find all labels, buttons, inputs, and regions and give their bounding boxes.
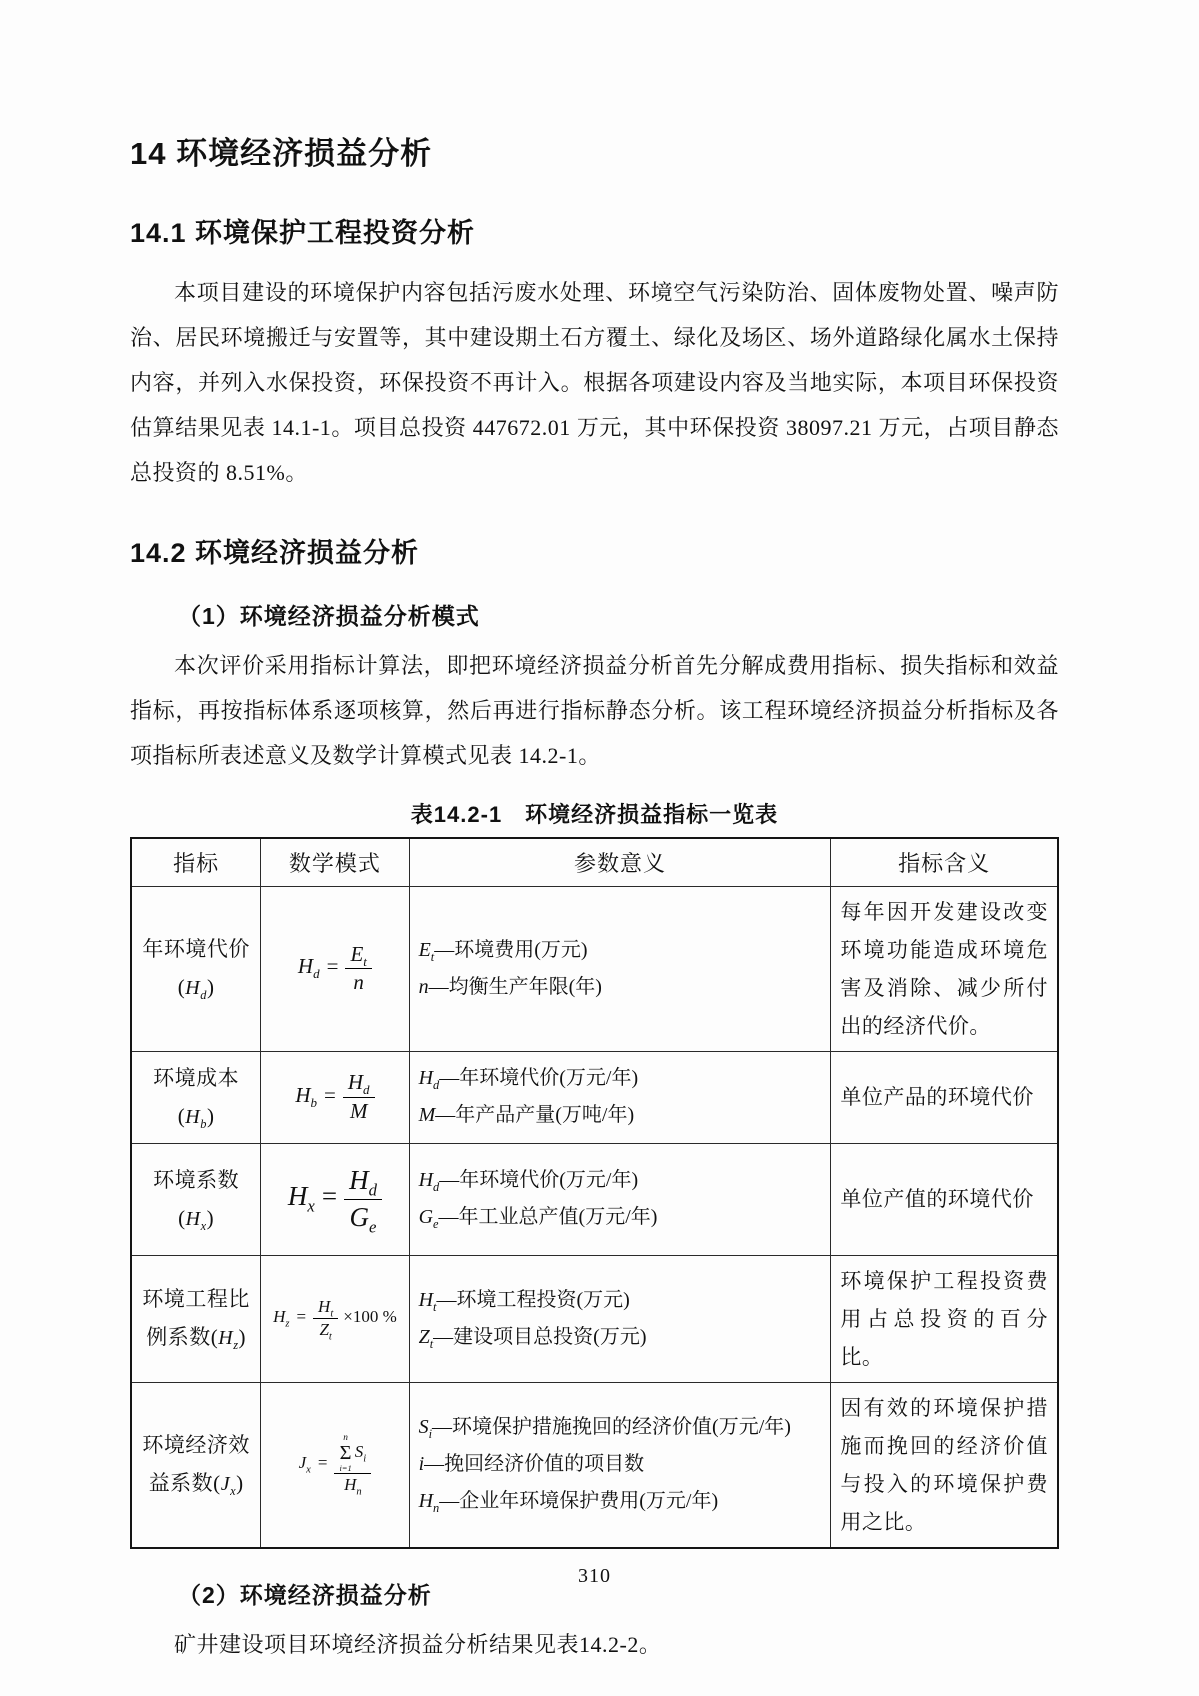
parameter-definition: $G_e—$年工业总产值(万元/年) xyxy=(418,1206,658,1231)
math-formula: $H_b$ = $\frac{H_d}{M}$ xyxy=(295,1069,374,1125)
table-row xyxy=(131,886,1058,1051)
math-formula: $J_x$ = n Σ i=1 $S_i$ $H_n$ xyxy=(299,1433,372,1496)
params-cell xyxy=(409,1382,831,1548)
math-variable: n xyxy=(418,975,429,998)
indicator-cell: 环境工程比例系数$(H_z)$ xyxy=(131,1255,261,1382)
subsection-1-title: （1）环境经济损益分析模式 xyxy=(178,603,480,629)
math-variable: $E_t$ xyxy=(350,941,367,969)
table-header-row xyxy=(131,838,1058,886)
formula-cell xyxy=(261,1143,409,1255)
math-variable: $S_i$ xyxy=(418,1416,433,1441)
formula-cell xyxy=(261,1051,409,1143)
subsection-2-paragraph: 矿井建设项目环境经济损益分析结果见表14.2-2。 xyxy=(174,1631,662,1657)
math-variable: M xyxy=(418,1104,436,1126)
parameter-definition: $H_n—$企业年环境保护费用(万元/年) xyxy=(418,1490,719,1515)
page-number: 310 xyxy=(578,1565,611,1587)
parameter-definition: $S_i—$环境保护措施挽回的经济价值(万元/年) xyxy=(418,1416,791,1441)
table-row xyxy=(131,1051,1058,1143)
params-cell xyxy=(409,1051,831,1143)
indicator-cell: 环境系数$(H_x)$ xyxy=(131,1143,261,1255)
math-variable: $H_b$ xyxy=(295,1082,317,1110)
table-caption: 表14.2-1 环境经济损益指标一览表 xyxy=(410,802,779,827)
table-header-cell: 指标含义 xyxy=(831,838,1058,886)
math-variable: $Z_t$ xyxy=(418,1325,434,1351)
indicator-cell: 环境经济效益系数$(J_x)$ xyxy=(131,1382,261,1548)
params-cell xyxy=(409,1143,831,1255)
math-variable: $H_d$ xyxy=(349,1165,377,1200)
indicator-cell: 环境成本$(H_b)$ xyxy=(131,1051,261,1143)
parameter-definition: $H_d—$年环境代价(万元/年) xyxy=(418,1169,639,1194)
math-variable: $H_x$ xyxy=(185,1207,207,1233)
parameter-definition: $H_d—$年环境代价(万元/年) xyxy=(418,1067,639,1092)
table-row xyxy=(131,1255,1058,1382)
meaning-cell: 因有效的环境保护措施而挽回的经济价值与投入的环境保护费用之比。 xyxy=(831,1382,1058,1548)
math-variable: $J_x$ xyxy=(220,1473,237,1498)
table-header-cell: 参数意义 xyxy=(409,838,831,886)
parameter-definition: n—均衡生产年限(年) xyxy=(418,975,602,998)
math-variable: $Z_t$ xyxy=(319,1320,332,1343)
table-header-cell: 数学模式 xyxy=(261,838,409,886)
indicator-table xyxy=(130,837,1059,1549)
parameter-definition: $H_t—$环境工程投资(万元) xyxy=(418,1288,630,1314)
indicator-cell: 年环境代价$(H_d)$ xyxy=(131,886,261,1051)
math-variable: $H_d$ xyxy=(297,954,320,982)
parameter-definition: i—挽回经济价值的项目数 xyxy=(418,1453,645,1475)
section-14-1-paragraph: 本项目建设的环境保护内容包括污废水处理、环境空气污染防治、固体废物处置、噪声防治、居民环境搬迁与安置等，其中建设期土石方覆土、绿化及场区、场外道路绿化属水土保持内容，并列入水保投资，环保投资不再计入。根据各项建设内容及当地实际，本项目环保投资估算结果见表 14.1-1。项目总投资 447672.01 万元，其中环保投资 38097.21 万元，占项目静态总投资的 8.51%。 xyxy=(130,280,1059,485)
math-variable: $H_d$ xyxy=(347,1070,370,1098)
math-formula: $H_x$ = $\frac{H_d}{G_e}$ xyxy=(288,1163,382,1234)
section-14-1-title: 14.1 环境保护工程投资分析 xyxy=(130,218,476,248)
math-variable: $S_i$ xyxy=(354,1441,367,1465)
formula-cell xyxy=(261,1255,409,1382)
document-page xyxy=(130,128,1059,1696)
meaning-cell: 每年因开发建设改变环境功能造成环境危害及消除、减少所付出的经济代价。 xyxy=(831,886,1058,1051)
formula-cell xyxy=(261,886,409,1051)
table-row xyxy=(131,1382,1058,1548)
math-variable: $H_d$ xyxy=(418,1067,440,1092)
parameter-definition: $Z_t—$建设项目总投资(万元) xyxy=(418,1325,647,1351)
math-variable: $H_n$ xyxy=(344,1474,362,1498)
summation-symbol: n Σ i=1 xyxy=(339,1432,352,1473)
meaning-cell: 环境保护工程投资费用占总投资的百分比。 xyxy=(831,1255,1058,1382)
table-header-cell: 指标 xyxy=(131,838,261,886)
params-cell xyxy=(409,886,831,1051)
math-formula: $H_z$ = $\frac{H_t}{Z_t}$ ×100 % xyxy=(273,1296,397,1343)
table-head xyxy=(131,838,1058,886)
math-variable: $E_t$ xyxy=(418,938,435,964)
math-variable: $H_z$ xyxy=(218,1327,239,1352)
math-variable: $H_t$ xyxy=(418,1288,437,1314)
math-variable: $H_t$ xyxy=(318,1296,334,1320)
parameter-definition: M—年产品产量(万吨/年) xyxy=(418,1104,635,1126)
math-variable: $G_e$ xyxy=(349,1201,377,1236)
math-variable: $H_n$ xyxy=(418,1490,440,1515)
math-formula: $H_d$ = $\frac{E_t}{n}$ xyxy=(298,941,372,997)
math-variable: $H_d$ xyxy=(185,977,207,1002)
table-body xyxy=(131,886,1058,1548)
parameter-definition: $E_t—$环境费用(万元) xyxy=(418,938,588,964)
math-variable: n xyxy=(353,970,364,994)
formula-cell xyxy=(261,1382,409,1548)
meaning-cell: 单位产品的环境代价 xyxy=(831,1051,1058,1143)
math-variable: $H_d$ xyxy=(418,1169,440,1194)
table-row xyxy=(131,1143,1058,1255)
page-title: 14 环境经济损益分析 xyxy=(130,136,433,171)
math-variable: $H_b$ xyxy=(185,1105,207,1131)
subsection-1-paragraph: 本次评价采用指标计算法，即把环境经济损益分析首先分解成费用指标、损失指标和效益指标，再按指标体系逐项核算，然后再进行指标静态分析。该工程环境经济损益分析指标及各项指标所表述意义及数学计算模式见表 14.2-1。 xyxy=(130,653,1059,768)
math-variable: $G_e$ xyxy=(418,1206,439,1231)
math-variable: $H_z$ xyxy=(273,1307,290,1330)
section-14-2-title: 14.2 环境经济损益分析 xyxy=(130,538,420,568)
subsection-2-title: （2）环境经济损益分析 xyxy=(178,1581,432,1608)
math-variable: $J_x$ xyxy=(298,1453,311,1476)
meaning-cell: 单位产值的环境代价 xyxy=(831,1143,1058,1255)
math-variable: $H_x$ xyxy=(287,1181,315,1216)
math-variable: i xyxy=(418,1453,425,1475)
math-variable: M xyxy=(349,1098,368,1123)
params-cell xyxy=(409,1255,831,1382)
